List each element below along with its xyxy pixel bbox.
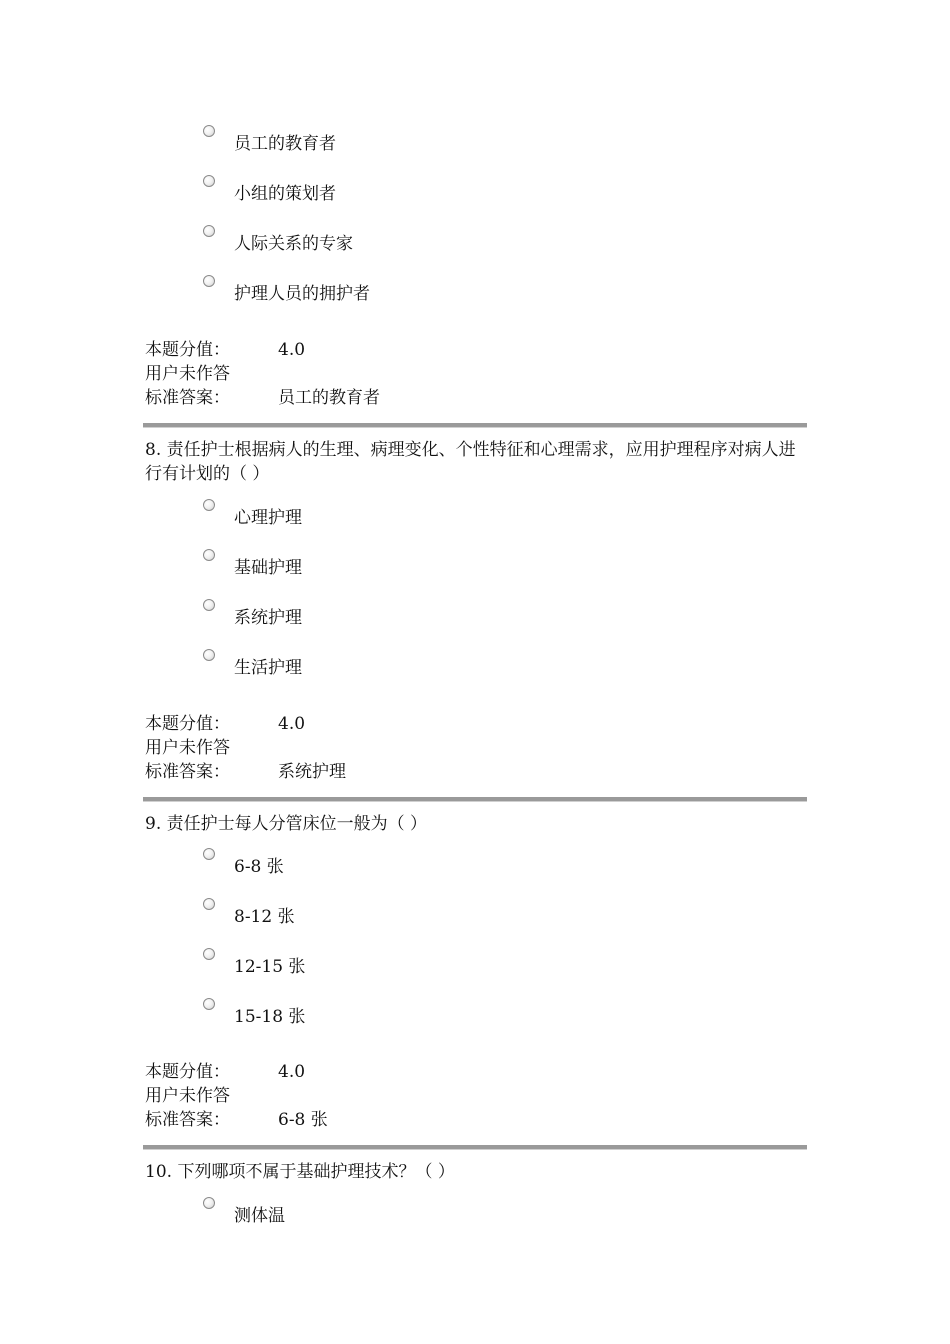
- answer-value: 系统护理: [278, 762, 346, 782]
- answer-row: [145, 1108, 328, 1132]
- option-label: 12-15 张: [234, 957, 306, 977]
- radio-button[interactable]: [203, 599, 215, 611]
- answer-row: [145, 386, 380, 410]
- radio-button[interactable]: [203, 499, 215, 511]
- score-value: 4.0: [278, 1062, 306, 1082]
- option-label: 小组的策划者: [234, 184, 336, 204]
- radio-button[interactable]: [203, 275, 215, 287]
- answer-status: 用户未作答: [145, 1086, 230, 1106]
- answer-label: 标准答案：: [145, 1110, 230, 1130]
- question-divider: [143, 423, 807, 428]
- radio-button[interactable]: [203, 225, 215, 237]
- score-value: 4.0: [278, 340, 306, 360]
- radio-button[interactable]: [203, 649, 215, 661]
- question-text: 8. 责任护士根据病人的生理、病理变化、个性特征和心理需求，应用护理程序对病人进行有计划的（ ）: [145, 440, 796, 484]
- score-row: [145, 712, 346, 736]
- answer-row: [145, 760, 346, 784]
- score-label: 本题分值：: [145, 714, 230, 734]
- score-label: 本题分值：: [145, 340, 230, 360]
- answer-label: 标准答案：: [145, 388, 230, 408]
- radio-button[interactable]: [203, 549, 215, 561]
- answer-status: 用户未作答: [145, 364, 230, 384]
- option-label: 15-18 张: [234, 1007, 306, 1027]
- question-divider: [143, 1145, 807, 1150]
- option-label: 系统护理: [234, 608, 302, 628]
- option-label: 6-8 张: [234, 857, 284, 877]
- score-row: [145, 1060, 328, 1084]
- question-divider: [143, 797, 807, 802]
- answer-status: 用户未作答: [145, 738, 230, 758]
- option-label: 护理人员的拥护者: [234, 284, 370, 304]
- radio-button[interactable]: [203, 948, 215, 960]
- radio-button[interactable]: [203, 175, 215, 187]
- radio-button[interactable]: [203, 1197, 215, 1209]
- score-label: 本题分值：: [145, 1062, 230, 1082]
- question-meta: [145, 712, 346, 784]
- option-label: 员工的教育者: [234, 134, 336, 154]
- question-text: 9. 责任护士每人分管床位一般为（ ）: [145, 814, 428, 834]
- radio-button[interactable]: [203, 898, 215, 910]
- question-meta: [145, 338, 380, 410]
- question-meta: [145, 1060, 328, 1132]
- score-value: 4.0: [278, 714, 306, 734]
- option-label: 测体温: [234, 1206, 285, 1226]
- radio-button[interactable]: [203, 848, 215, 860]
- question-text: 10. 下列哪项不属于基础护理技术？（ ）: [145, 1162, 455, 1182]
- option-label: 人际关系的专家: [234, 234, 353, 254]
- answer-value: 员工的教育者: [278, 388, 380, 408]
- answer-label: 标准答案：: [145, 762, 230, 782]
- option-label: 生活护理: [234, 658, 302, 678]
- score-row: [145, 338, 380, 362]
- radio-button[interactable]: [203, 125, 215, 137]
- option-label: 心理护理: [234, 508, 302, 528]
- option-label: 8-12 张: [234, 907, 295, 927]
- radio-button[interactable]: [203, 998, 215, 1010]
- answer-value: 6-8 张: [278, 1110, 328, 1130]
- option-label: 基础护理: [234, 558, 302, 578]
